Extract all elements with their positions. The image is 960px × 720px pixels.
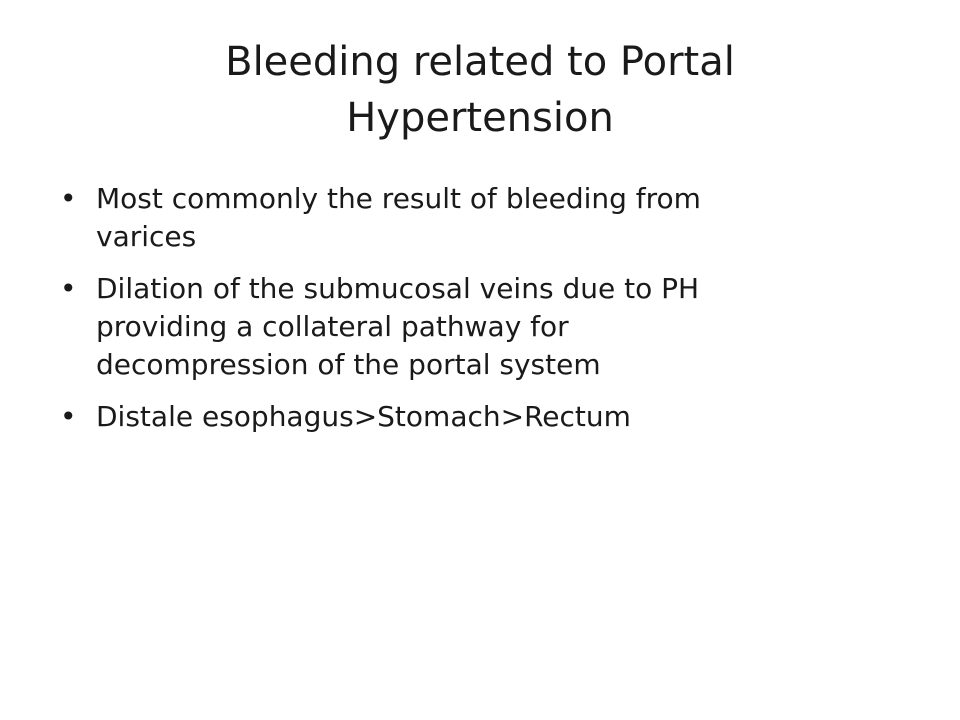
bullet-item-2 bbox=[60, 270, 880, 384]
slide-title-line-2: Hypertension bbox=[346, 95, 614, 141]
bullet-item-3 bbox=[60, 398, 880, 436]
bullet-text-3 bbox=[96, 398, 880, 436]
bullet-2-line-1: Dilation of the submucosal veins due to PH bbox=[96, 272, 700, 305]
bullet-2-line-2: providing a collateral pathway for bbox=[96, 310, 569, 343]
bullet-dot-icon: • bbox=[60, 272, 77, 305]
bullet-1-line-1: Most commonly the result of bleeding from bbox=[96, 182, 701, 215]
bullet-dot-icon: • bbox=[60, 400, 77, 433]
bullet-text-2 bbox=[96, 270, 880, 384]
bullet-3-line-1: Distale esophagus>Stomach>Rectum bbox=[96, 400, 631, 433]
slide-title bbox=[80, 34, 880, 146]
bullet-1-line-2: varices bbox=[96, 220, 197, 253]
bullet-item-1 bbox=[60, 180, 880, 256]
bullet-text-1 bbox=[96, 180, 880, 256]
bullet-dot-icon: • bbox=[60, 182, 77, 215]
slide-title-line-1: Bleeding related to Portal bbox=[225, 39, 735, 85]
bullet-2-line-3: decompression of the portal system bbox=[96, 348, 601, 381]
bullet-list bbox=[60, 180, 880, 450]
